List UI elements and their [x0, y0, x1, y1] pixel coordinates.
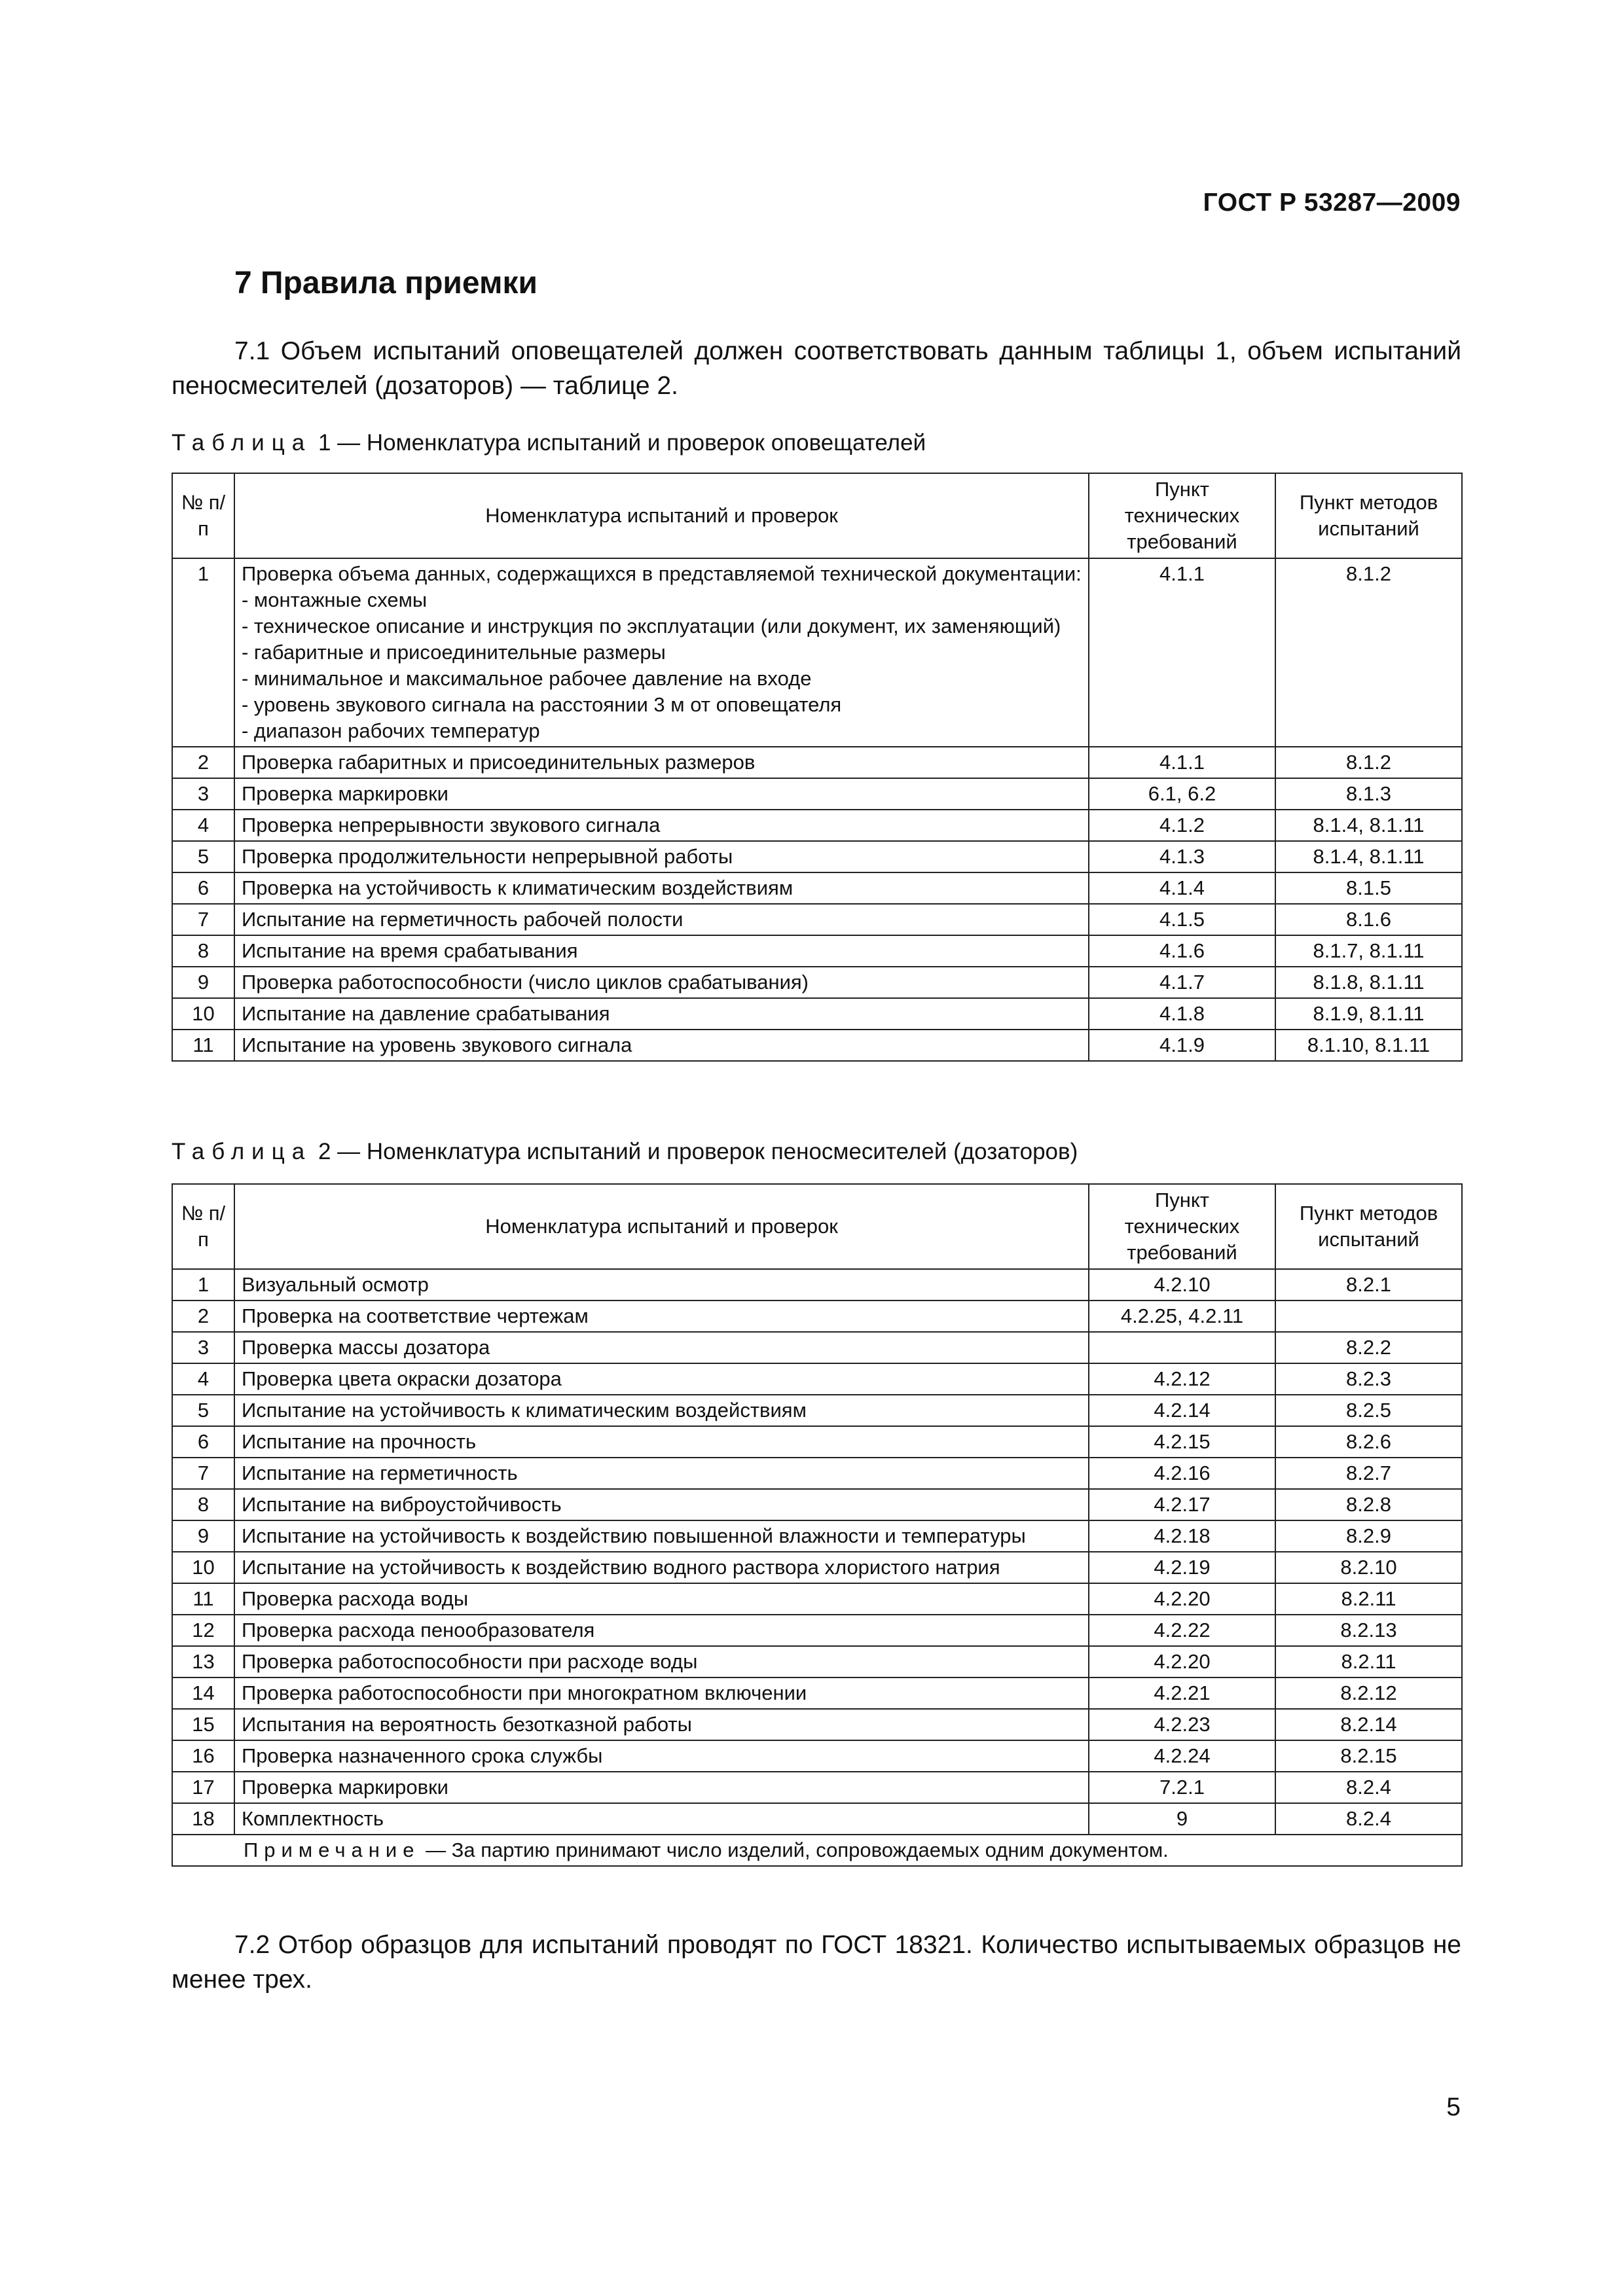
row-num-cell: 2	[172, 1300, 234, 1332]
table-row	[172, 1426, 1462, 1458]
row-name-cell: Проверка цвета окраски дозатора	[234, 1363, 1089, 1395]
table-1-caption	[172, 430, 926, 456]
row-num-cell: 13	[172, 1646, 234, 1677]
row-name-cell: Испытание на устойчивость к климатическим воздействиям	[234, 1395, 1089, 1426]
row-name-cell: Проверка непрерывности звукового сигнала	[234, 810, 1089, 841]
table-2-note-label: Примечание	[244, 1839, 420, 1861]
row-name-cell: Проверка расхода воды	[234, 1583, 1089, 1615]
row-num-cell: 8	[172, 1489, 234, 1520]
row-method-cell: 8.2.5	[1275, 1395, 1462, 1426]
table-2-body	[172, 1269, 1462, 1835]
table-2-header-row	[172, 1184, 1462, 1269]
row-num-cell: 1	[172, 1269, 234, 1300]
table-row	[172, 1030, 1462, 1061]
row-name-cell: Проверка работоспособности при расходе воды	[234, 1646, 1089, 1677]
table-1-header-method: Пункт методов испытаний	[1275, 473, 1462, 558]
row-num-cell: 2	[172, 747, 234, 778]
table-row	[172, 904, 1462, 935]
table-2-note-text: — За партию принимают число изделий, сопровождаемых одним документом.	[426, 1839, 1169, 1861]
row-name-cell: Испытание на уровень звукового сигнала	[234, 1030, 1089, 1061]
table-1-header-req: Пункт технических требований	[1089, 473, 1275, 558]
section-title: 7 Правила приемки	[234, 266, 538, 300]
row-req-cell: 4.1.1	[1089, 558, 1275, 747]
row-name-cell: Проверка на устойчивость к климатическим воздействиям	[234, 872, 1089, 904]
row-method-cell: 8.2.1	[1275, 1269, 1462, 1300]
row-name-line: - техническое описание и инструкция по эксплуатации (или документ, их заменяющий)	[242, 615, 1061, 637]
paragraph-7-2-text: 7.2 Отбор образцов для испытаний проводят по ГОСТ 18321. Количество испытываемых образцов не менее трех.	[172, 1931, 1461, 1994]
row-req-cell: 4.1.9	[1089, 1030, 1275, 1061]
row-method-cell: 8.2.9	[1275, 1520, 1462, 1552]
row-method-cell	[1275, 1300, 1462, 1332]
row-name-cell: Испытание на герметичность	[234, 1458, 1089, 1489]
row-num-cell: 17	[172, 1772, 234, 1803]
table-row	[172, 1363, 1462, 1395]
row-method-cell: 8.2.3	[1275, 1363, 1462, 1395]
row-name-cell: Проверка расхода пенообразователя	[234, 1615, 1089, 1646]
table-row	[172, 1520, 1462, 1552]
row-method-cell: 8.1.4, 8.1.11	[1275, 841, 1462, 872]
row-method-cell: 8.1.4, 8.1.11	[1275, 810, 1462, 841]
table-1	[172, 473, 1463, 1062]
row-req-cell: 4.1.1	[1089, 747, 1275, 778]
table-row	[172, 810, 1462, 841]
row-method-cell: 8.1.6	[1275, 904, 1462, 935]
row-method-cell: 8.2.13	[1275, 1615, 1462, 1646]
row-method-cell: 8.1.7, 8.1.11	[1275, 935, 1462, 967]
row-name-cell: Проверка работоспособности при многократном включении	[234, 1677, 1089, 1709]
row-num-cell: 8	[172, 935, 234, 967]
row-req-cell: 4.1.6	[1089, 935, 1275, 967]
table-row	[172, 1677, 1462, 1709]
table-1-body	[172, 558, 1462, 1061]
row-num-cell: 7	[172, 904, 234, 935]
row-req-cell: 4.2.22	[1089, 1615, 1275, 1646]
row-method-cell: 8.1.5	[1275, 872, 1462, 904]
row-req-cell: 4.1.7	[1089, 967, 1275, 998]
row-num-cell: 15	[172, 1709, 234, 1740]
row-method-cell: 8.2.11	[1275, 1646, 1462, 1677]
row-name-cell: Проверка продолжительности непрерывной работы	[234, 841, 1089, 872]
row-method-cell: 8.1.3	[1275, 778, 1462, 810]
row-name-cell: Проверка работоспособности (число циклов срабатывания)	[234, 967, 1089, 998]
row-req-cell: 7.2.1	[1089, 1772, 1275, 1803]
paragraph-7-1-text: 7.1 Объем испытаний оповещателей должен соответствовать данным таблицы 1, объем испытаний пеносмесителей (дозаторов) — таблице 2.	[172, 337, 1461, 400]
row-req-cell: 4.2.17	[1089, 1489, 1275, 1520]
row-req-cell: 4.1.8	[1089, 998, 1275, 1030]
paragraph-7-1	[172, 334, 1461, 403]
table-2-caption	[172, 1139, 1078, 1165]
row-method-cell: 8.2.8	[1275, 1489, 1462, 1520]
table-2-caption-label: Таблица	[172, 1139, 312, 1164]
table-1-header-num: № п/п	[172, 473, 234, 558]
row-num-cell: 9	[172, 967, 234, 998]
row-name-cell: Комплектность	[234, 1803, 1089, 1835]
row-name-cell: Визуальный осмотр	[234, 1269, 1089, 1300]
table-row	[172, 1395, 1462, 1426]
row-num-cell: 6	[172, 1426, 234, 1458]
row-method-cell: 8.1.9, 8.1.11	[1275, 998, 1462, 1030]
row-num-cell: 7	[172, 1458, 234, 1489]
row-name-cell: Проверка на соответствие чертежам	[234, 1300, 1089, 1332]
row-method-cell: 8.2.7	[1275, 1458, 1462, 1489]
page-number: 5	[1446, 2093, 1461, 2121]
paragraph-7-2	[172, 1928, 1461, 1997]
table-2-header-method: Пункт методов испытаний	[1275, 1184, 1462, 1269]
row-name-cell: Испытание на герметичность рабочей полости	[234, 904, 1089, 935]
row-req-cell: 4.1.2	[1089, 810, 1275, 841]
row-method-cell: 8.2.4	[1275, 1803, 1462, 1835]
row-req-cell: 4.2.12	[1089, 1363, 1275, 1395]
table-row	[172, 1709, 1462, 1740]
table-2-note-row	[172, 1835, 1462, 1866]
row-num-cell: 4	[172, 810, 234, 841]
table-2-caption-text: 2 — Номенклатура испытаний и проверок пеносмесителей (дозаторов)	[318, 1139, 1078, 1164]
table-row	[172, 1552, 1462, 1583]
table-2-note	[172, 1835, 1462, 1866]
row-num-cell: 5	[172, 841, 234, 872]
table-row	[172, 1332, 1462, 1363]
row-num-cell: 3	[172, 1332, 234, 1363]
row-method-cell: 8.2.14	[1275, 1709, 1462, 1740]
row-name-line: - диапазон рабочих температур	[242, 719, 540, 742]
table-row	[172, 998, 1462, 1030]
row-method-cell: 8.2.12	[1275, 1677, 1462, 1709]
row-method-cell: 8.2.10	[1275, 1552, 1462, 1583]
table-1-header-name: Номенклатура испытаний и проверок	[234, 473, 1089, 558]
table-row	[172, 1269, 1462, 1300]
table-2-header-name: Номенклатура испытаний и проверок	[234, 1184, 1089, 1269]
table-row	[172, 1772, 1462, 1803]
table-2-header-req: Пункт технических требований	[1089, 1184, 1275, 1269]
row-name-cell: Проверка назначенного срока службы	[234, 1740, 1089, 1772]
row-method-cell: 8.1.2	[1275, 558, 1462, 747]
row-num-cell: 12	[172, 1615, 234, 1646]
table-row	[172, 935, 1462, 967]
row-method-cell: 8.2.2	[1275, 1332, 1462, 1363]
row-method-cell: 8.1.2	[1275, 747, 1462, 778]
row-req-cell: 4.2.18	[1089, 1520, 1275, 1552]
row-req-cell: 4.2.10	[1089, 1269, 1275, 1300]
row-req-cell: 4.1.5	[1089, 904, 1275, 935]
table-row	[172, 1489, 1462, 1520]
table-2	[172, 1183, 1463, 1867]
row-num-cell: 18	[172, 1803, 234, 1835]
row-method-cell: 8.2.11	[1275, 1583, 1462, 1615]
row-req-cell: 6.1, 6.2	[1089, 778, 1275, 810]
table-2-header-num: № п/п	[172, 1184, 234, 1269]
row-name-cell: Испытание на устойчивость к воздействию водного раствора хлористого натрия	[234, 1552, 1089, 1583]
row-name-cell	[234, 558, 1089, 747]
table-1-caption-text: 1 — Номенклатура испытаний и проверок оповещателей	[318, 430, 926, 456]
table-row	[172, 1615, 1462, 1646]
row-num-cell: 3	[172, 778, 234, 810]
table-row	[172, 1300, 1462, 1332]
row-method-cell: 8.2.6	[1275, 1426, 1462, 1458]
table-row	[172, 872, 1462, 904]
table-row	[172, 1803, 1462, 1835]
row-name-line: - габаритные и присоединительные размеры	[242, 641, 666, 664]
row-req-cell: 4.2.19	[1089, 1552, 1275, 1583]
row-num-cell: 11	[172, 1583, 234, 1615]
row-req-cell: 4.2.21	[1089, 1677, 1275, 1709]
row-num-cell: 1	[172, 558, 234, 747]
table-row	[172, 558, 1462, 747]
row-method-cell: 8.1.10, 8.1.11	[1275, 1030, 1462, 1061]
row-name-cell: Проверка габаритных и присоединительных размеров	[234, 747, 1089, 778]
row-name-cell: Испытание на прочность	[234, 1426, 1089, 1458]
row-method-cell: 8.2.4	[1275, 1772, 1462, 1803]
row-name-cell: Проверка массы дозатора	[234, 1332, 1089, 1363]
row-name-line: Проверка объема данных, содержащихся в представляемой технической документации:	[242, 562, 1082, 585]
row-req-cell: 9	[1089, 1803, 1275, 1835]
table-row	[172, 967, 1462, 998]
row-num-cell: 9	[172, 1520, 234, 1552]
row-name-line: - минимальное и максимальное рабочее давление на входе	[242, 667, 812, 690]
row-name-cell: Испытание на устойчивость к воздействию повышенной влажности и температуры	[234, 1520, 1089, 1552]
row-num-cell: 10	[172, 998, 234, 1030]
row-req-cell: 4.1.3	[1089, 841, 1275, 872]
row-method-cell: 8.1.8, 8.1.11	[1275, 967, 1462, 998]
table-1-header-row	[172, 473, 1462, 558]
row-name-cell: Испытание на время срабатывания	[234, 935, 1089, 967]
row-req-cell: 4.2.15	[1089, 1426, 1275, 1458]
row-num-cell: 6	[172, 872, 234, 904]
row-req-cell: 4.1.4	[1089, 872, 1275, 904]
row-req-cell: 4.2.14	[1089, 1395, 1275, 1426]
row-name-cell: Испытание на давление срабатывания	[234, 998, 1089, 1030]
row-num-cell: 11	[172, 1030, 234, 1061]
row-method-cell: 8.2.15	[1275, 1740, 1462, 1772]
row-req-cell: 4.2.23	[1089, 1709, 1275, 1740]
row-req-cell: 4.2.25, 4.2.11	[1089, 1300, 1275, 1332]
row-name-line: - уровень звукового сигнала на расстоянии 3 м от оповещателя	[242, 693, 842, 716]
row-req-cell: 4.2.20	[1089, 1583, 1275, 1615]
table-row	[172, 841, 1462, 872]
document-code: ГОСТ Р 53287—2009	[1203, 188, 1461, 217]
row-num-cell: 10	[172, 1552, 234, 1583]
row-num-cell: 5	[172, 1395, 234, 1426]
row-name-cell: Испытание на виброустойчивость	[234, 1489, 1089, 1520]
row-name-line: - монтажные схемы	[242, 588, 428, 611]
row-num-cell: 14	[172, 1677, 234, 1709]
row-num-cell: 16	[172, 1740, 234, 1772]
row-req-cell: 4.2.24	[1089, 1740, 1275, 1772]
row-name-cell: Проверка маркировки	[234, 1772, 1089, 1803]
table-1-caption-label: Таблица	[172, 430, 312, 456]
table-row	[172, 778, 1462, 810]
row-req-cell: 4.2.20	[1089, 1646, 1275, 1677]
table-row	[172, 1740, 1462, 1772]
row-req-cell: 4.2.16	[1089, 1458, 1275, 1489]
row-name-cell: Испытания на вероятность безотказной работы	[234, 1709, 1089, 1740]
table-row	[172, 1458, 1462, 1489]
row-req-cell	[1089, 1332, 1275, 1363]
row-num-cell: 4	[172, 1363, 234, 1395]
row-name-cell: Проверка маркировки	[234, 778, 1089, 810]
table-row	[172, 747, 1462, 778]
table-row	[172, 1646, 1462, 1677]
table-row	[172, 1583, 1462, 1615]
